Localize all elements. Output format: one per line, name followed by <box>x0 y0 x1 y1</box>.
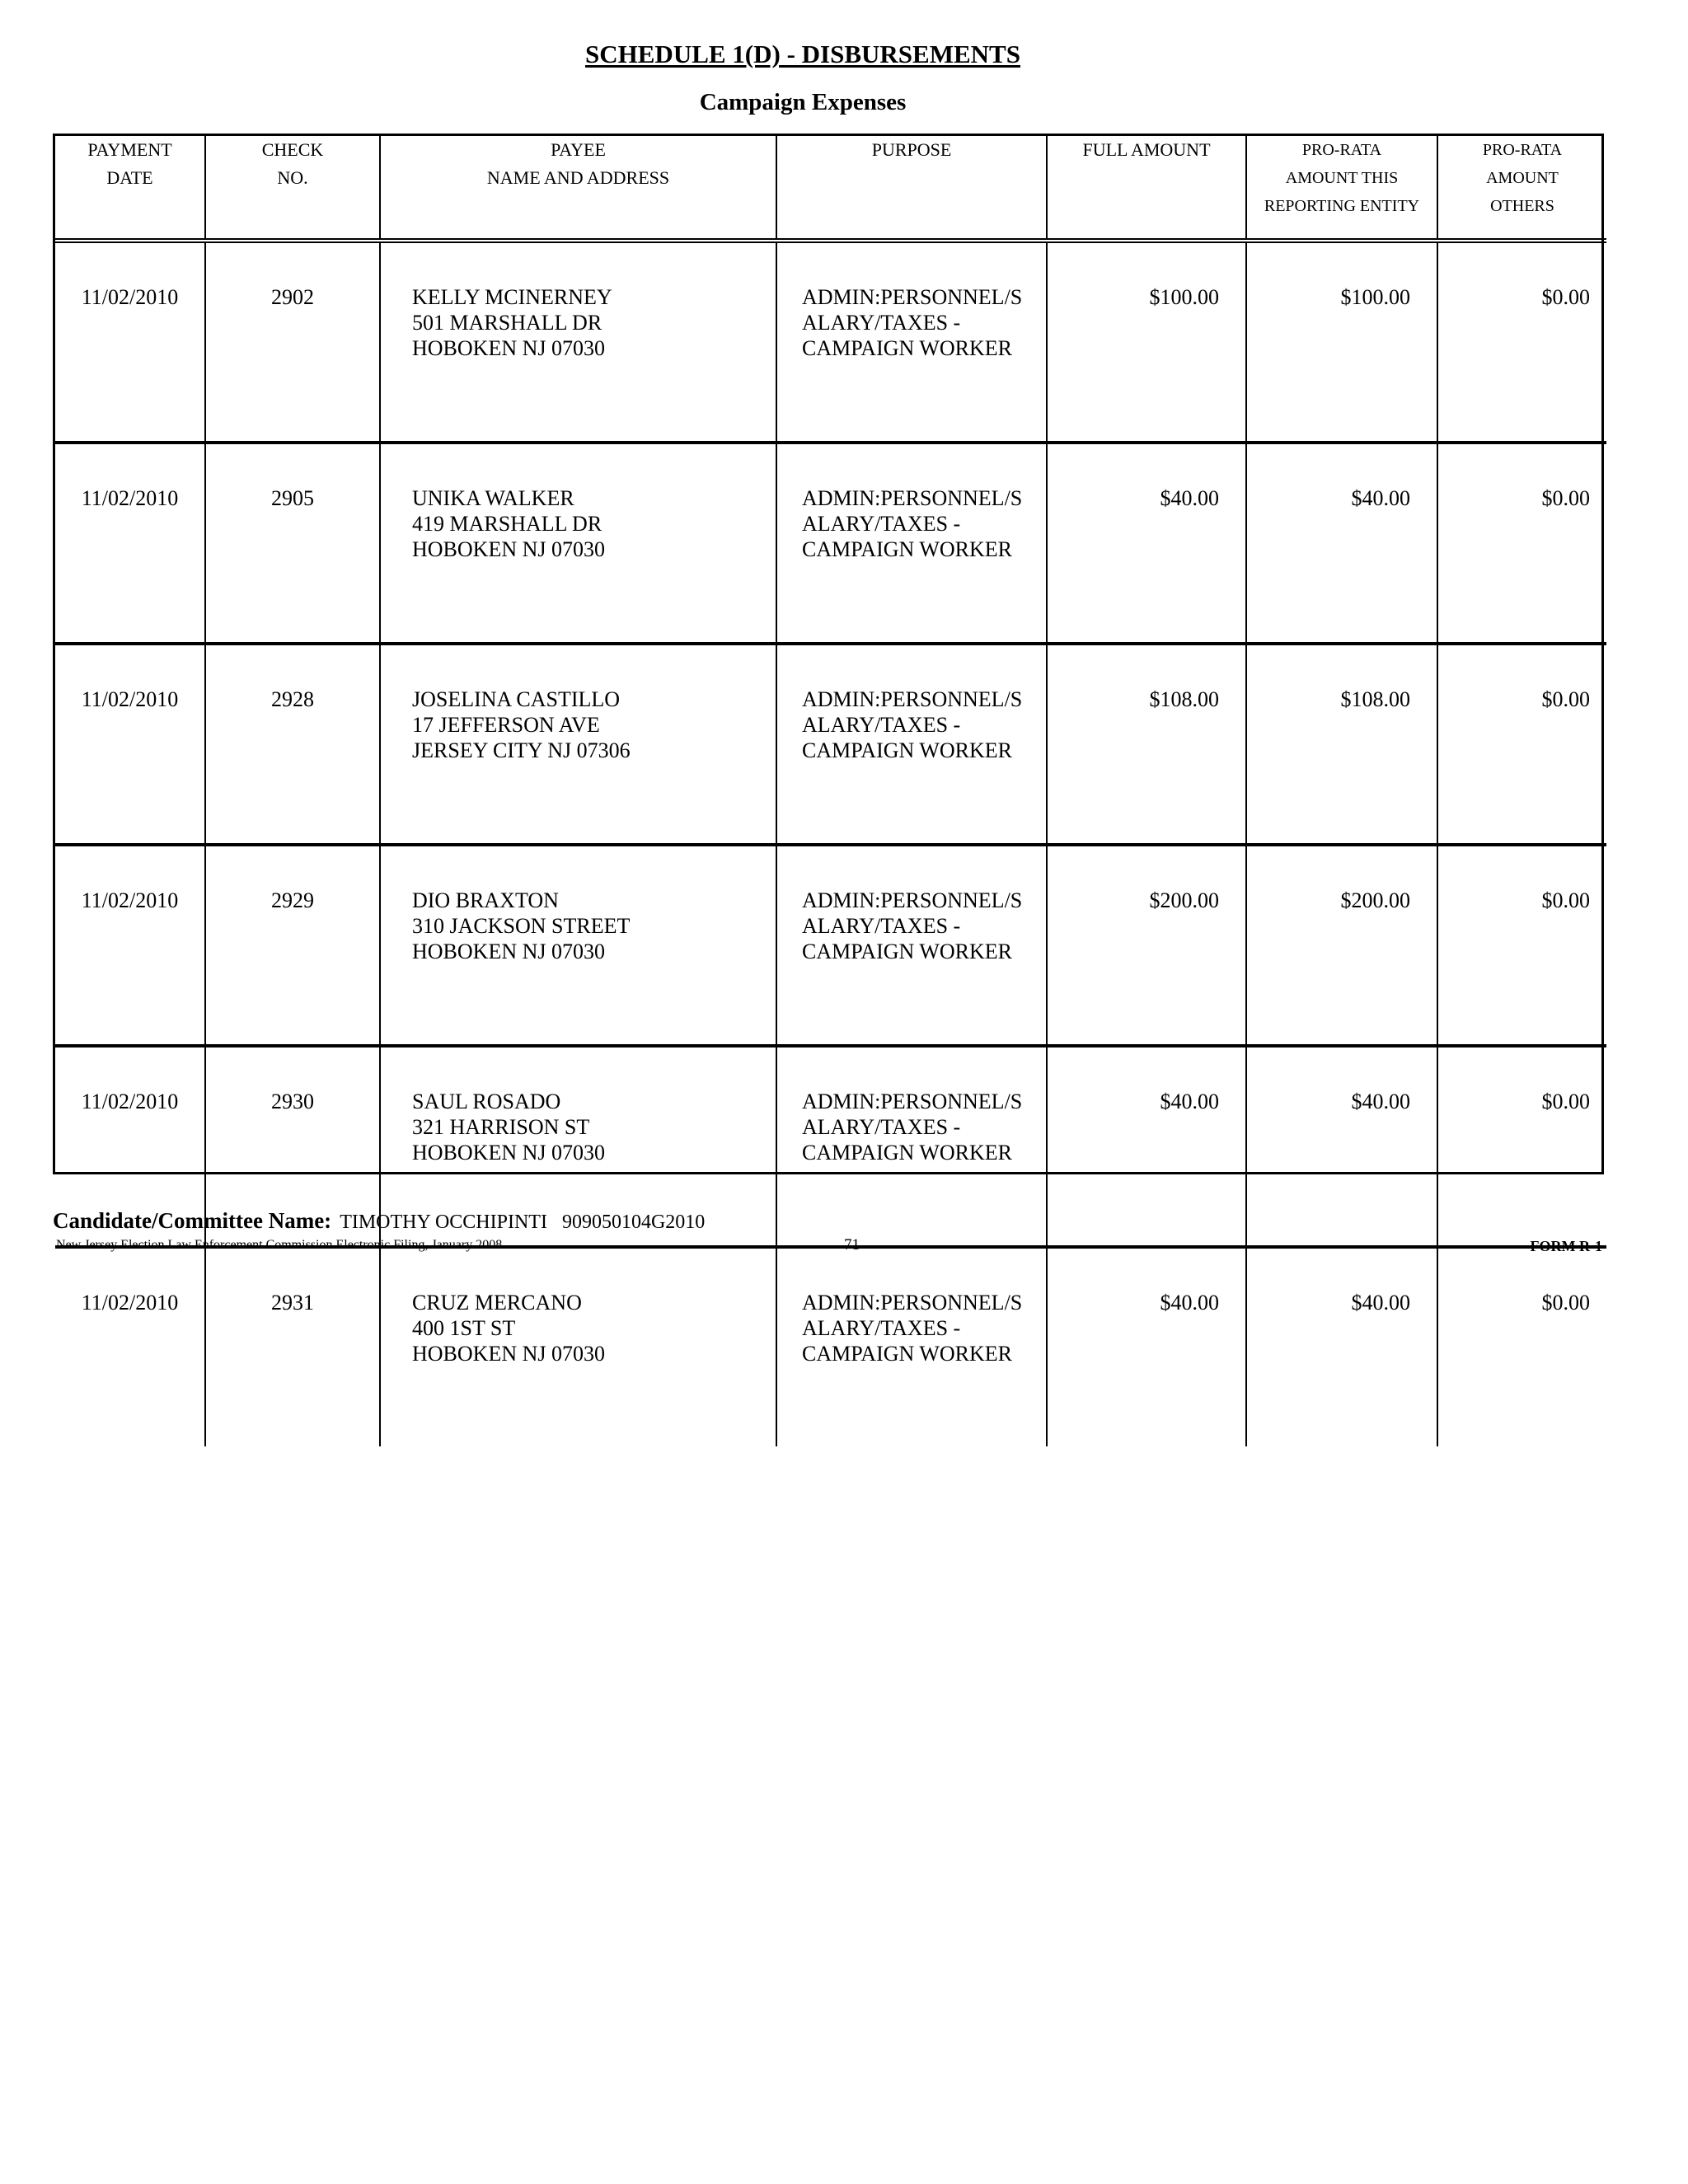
payee: KELLY MCINERNEY 501 MARSHALL DR HOBOKEN NJ 07030 <box>380 241 776 443</box>
col-header-payment-date: PAYMENT DATE <box>55 136 205 241</box>
payment-date: 11/02/2010 <box>55 845 205 1046</box>
purpose: ADMIN:PERSONNEL/S ALARY/TAXES - CAMPAIGN WORKER <box>776 644 1047 845</box>
table-row <box>55 241 1606 443</box>
payee: JOSELINA CASTILLO 17 JEFFERSON AVE JERSEY CITY NJ 07306 <box>380 644 776 845</box>
prorata-others: $0.00 <box>1437 845 1606 1046</box>
table-row <box>55 1247 1606 1446</box>
payment-date: 11/02/2010 <box>81 1291 179 1315</box>
prorata-others: $0.00 <box>1437 644 1606 845</box>
prorata-this-entity: $40.00 <box>1246 443 1437 644</box>
prorata-others: $0.00 <box>1437 1046 1606 1247</box>
check-no: 2905 <box>205 443 380 644</box>
purpose: ADMIN:PERSONNEL/S ALARY/TAXES - CAMPAIGN WORKER <box>776 845 1047 1046</box>
candidate-label: Candidate/Committee Name: <box>53 1208 332 1233</box>
prorata-this-entity: $40.00 <box>1246 1247 1437 1446</box>
table-row <box>55 845 1606 1046</box>
prorata-others: $0.00 <box>1437 241 1606 443</box>
page-number: 71 <box>844 1236 860 1254</box>
candidate-committee-line <box>53 1208 705 1234</box>
form-id: FORM R-1 <box>1530 1238 1602 1254</box>
table-header-row <box>55 136 1606 241</box>
check-no: 2928 <box>205 644 380 845</box>
payee: DIO BRAXTON 310 JACKSON STREET HOBOKEN NJ 07030 <box>380 845 776 1046</box>
check-no: 2931 <box>205 1247 380 1446</box>
footer-agency: New Jersey Election Law Enforcement Commission Electronic Filing, January 2008 <box>56 1238 503 1252</box>
prorata-this-entity: $200.00 <box>1246 845 1437 1046</box>
col-header-purpose: PURPOSE <box>776 136 1047 241</box>
full-amount: $200.00 <box>1047 845 1246 1046</box>
check-no: 2902 <box>205 241 380 443</box>
col-header-prorata-this-entity: PRO-RATA AMOUNT THIS REPORTING ENTITY <box>1246 136 1437 241</box>
payment-date: 11/02/2010 <box>55 241 205 443</box>
check-no: 2930 <box>205 1046 380 1247</box>
payee: UNIKA WALKER 419 MARSHALL DR HOBOKEN NJ 07030 <box>380 443 776 644</box>
col-header-payee: PAYEE NAME AND ADDRESS <box>380 136 776 241</box>
payment-date: 11/02/2010 <box>55 443 205 644</box>
candidate-name: TIMOTHY OCCHIPINTI <box>340 1212 547 1233</box>
purpose: ADMIN:PERSONNEL/S ALARY/TAXES - CAMPAIGN WORKER <box>776 241 1047 443</box>
prorata-others: $0.00 <box>1437 1247 1606 1446</box>
purpose: ADMIN:PERSONNEL/S ALARY/TAXES - CAMPAIGN WORKER <box>776 443 1047 644</box>
full-amount: $108.00 <box>1047 644 1246 845</box>
payment-date: 11/02/2010 <box>55 644 205 845</box>
table-row <box>55 644 1606 845</box>
full-amount: $40.00 <box>1047 1046 1246 1247</box>
payee: CRUZ MERCANO 400 1ST ST HOBOKEN NJ 07030 <box>380 1247 776 1446</box>
full-amount: $40.00 <box>1047 443 1246 644</box>
purpose: ADMIN:PERSONNEL/S ALARY/TAXES - CAMPAIGN WORKER <box>776 1247 1047 1446</box>
full-amount: $40.00 <box>1047 1247 1246 1446</box>
table-row <box>55 443 1606 644</box>
col-header-check-no: CHECK NO. <box>205 136 380 241</box>
prorata-this-entity: $108.00 <box>1246 644 1437 845</box>
col-header-prorata-others: PRO-RATA AMOUNT OTHERS <box>1437 136 1606 241</box>
check-no: 2929 <box>205 845 380 1046</box>
prorata-others: $0.00 <box>1437 443 1606 644</box>
full-amount: $100.00 <box>1047 241 1246 443</box>
purpose: ADMIN:PERSONNEL/S ALARY/TAXES - CAMPAIGN WORKER <box>776 1046 1047 1247</box>
prorata-this-entity: $100.00 <box>1246 241 1437 443</box>
col-header-full-amount: FULL AMOUNT <box>1047 136 1246 241</box>
schedule-title: SCHEDULE 1(D) - DISBURSEMENTS <box>585 40 1020 68</box>
candidate-id: 909050104G2010 <box>561 1212 706 1233</box>
prorata-this-entity: $40.00 <box>1246 1046 1437 1247</box>
schedule-subtitle: Campaign Expenses <box>699 89 907 115</box>
payee: SAUL ROSADO 321 HARRISON ST HOBOKEN NJ 07030 <box>380 1046 776 1247</box>
payment-date: 11/02/2010 <box>55 1046 205 1247</box>
